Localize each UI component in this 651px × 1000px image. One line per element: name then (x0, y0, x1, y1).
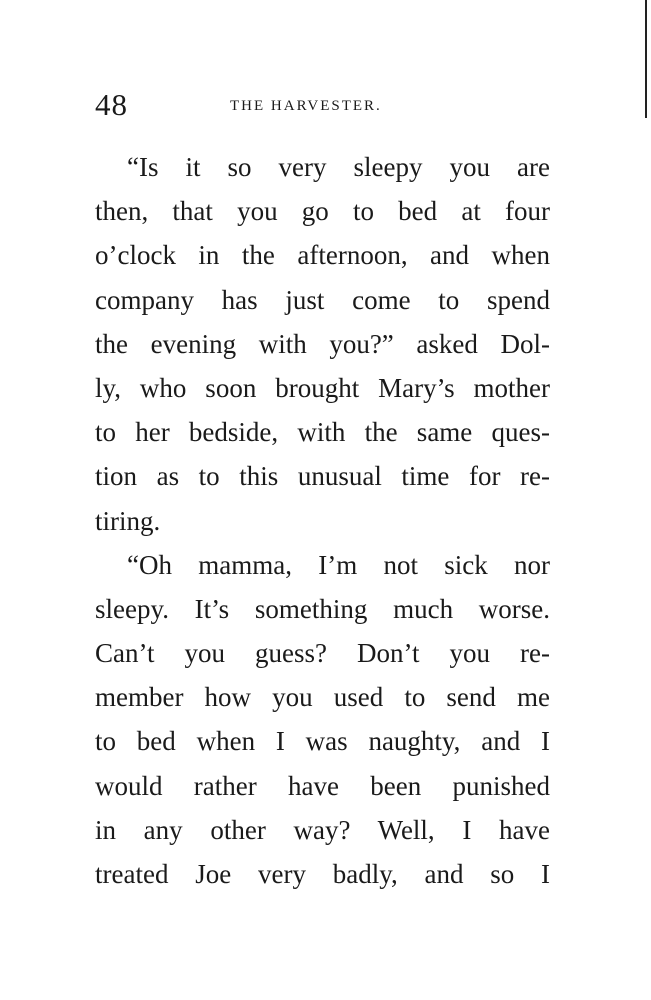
text-line: sleepy. It’s something much worse. (95, 593, 550, 624)
page-header (95, 88, 550, 122)
text-line: member how you used to send me (95, 682, 550, 713)
body-text (95, 145, 550, 896)
page-edge-line (645, 0, 647, 118)
text-line: would rather have been punished (95, 770, 550, 801)
text-line: company has just come to spend (95, 284, 550, 315)
text-line: then, that you go to bed at four (95, 196, 550, 227)
text-line: tion as to this unusual time for re- (95, 461, 550, 492)
page-number: 48 (95, 87, 128, 122)
text-line: tiring. (95, 505, 161, 536)
text-line: to bed when I was naughty, and I (95, 726, 550, 757)
text-line: in any other way? Well, I have (95, 814, 550, 845)
paragraph-2 (95, 543, 550, 897)
text-line: ly, who soon brought Mary’s mother (95, 372, 550, 403)
paragraph-1 (95, 145, 550, 543)
text-line: o’clock in the afternoon, and when (95, 240, 550, 271)
text-line: treated Joe very badly, and so I (95, 859, 550, 889)
text-line: the evening with you?” asked Dol- (95, 328, 550, 359)
text-line: to her bedside, with the same ques- (95, 417, 550, 448)
text-line: Can’t you guess? Don’t you re- (95, 638, 550, 669)
text-line: “Oh mamma, I’m not sick nor (127, 549, 550, 580)
text-line: “Is it so very sleepy you are (127, 152, 550, 182)
running-title: THE HARVESTER. (230, 98, 382, 114)
